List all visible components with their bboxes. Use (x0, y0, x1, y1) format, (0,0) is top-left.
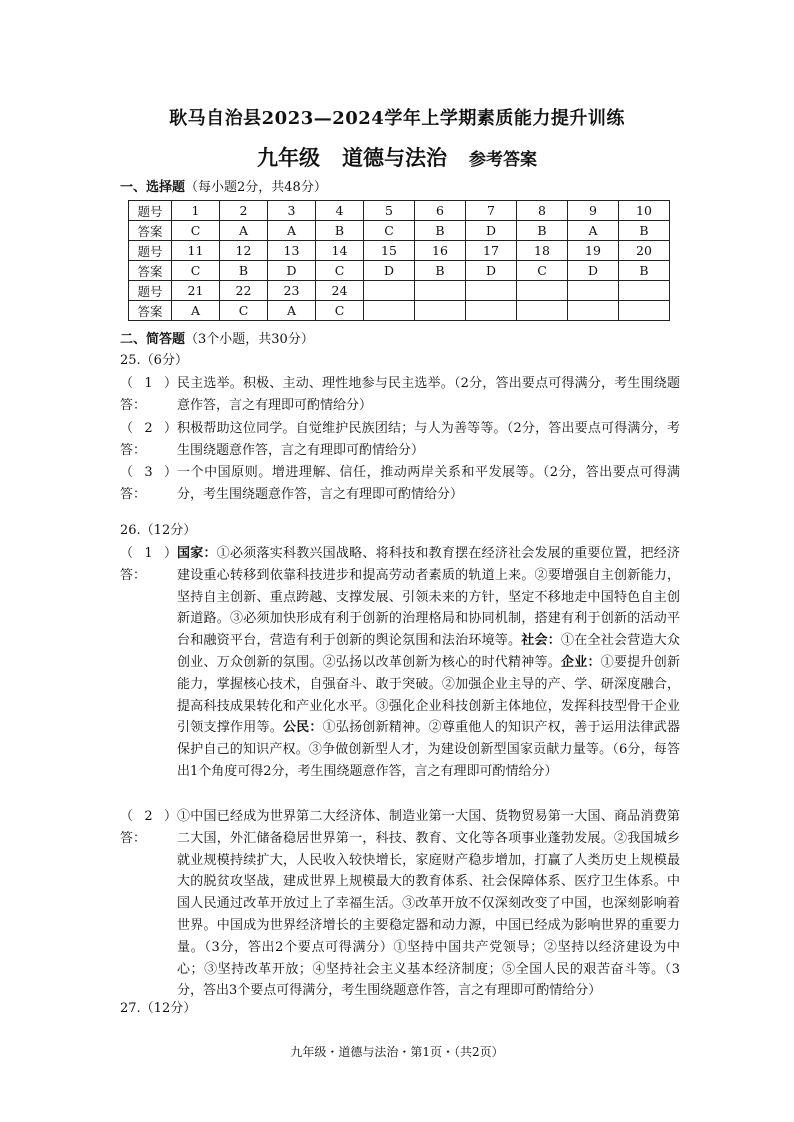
answer-table-row-num (129, 241, 670, 261)
answer-cell: B (619, 261, 670, 281)
question-number-cell: 14 (316, 241, 364, 261)
q26-part2: （2）答： ①中国已经成为世界第二大经济体、制造业第一大国、货物贸易第一大国、商品消费第二大国，外汇储备稳居世界第一，科技、教育、文化等各项事业蓬勃发展。②我国城乡就业规模持续扩大，人民收入较快增长，家庭财产稳步增加，打赢了人类历史上规模最大的脱贫攻坚战，建成世界上规模最大的教育体系、社会保障体系、医疗卫生体系。中国人民通过改革开放过上了幸福生活。③改革开放不仅深刻改变了中国，也深刻影响着世界。中国成为世界经济增长的主要稳定器和动力源，中国已经成为影响世界的重要力量。（3分，答出2个要点可得满分）①坚持中国共产党领导；②坚持以经济建设为中心；③坚持改革开放；④坚持社会主义基本经济制度；⑤全国人民的艰苦奋斗等。（3分，答出3个要点可得满分，考生围绕题意作答，言之有理即可酌情给分） (120, 809, 680, 999)
question-number-cell (568, 281, 619, 301)
question-number-cell: 11 (172, 241, 220, 261)
answer-cell: B (619, 221, 670, 241)
answer-table-row-num (129, 201, 670, 221)
question-number-cell: 24 (316, 281, 364, 301)
question-number-cell: 22 (220, 281, 268, 301)
answer-table-row-ans (129, 301, 670, 321)
question-number-cell: 9 (568, 201, 619, 221)
question-number-cell: 16 (415, 241, 466, 261)
question-number-cell: 15 (364, 241, 415, 261)
question-number-cell: 10 (619, 201, 670, 221)
q25-part3: （3）答： 一个中国原则。增进理解、信任，推动两岸关系和平发展等。（2分，答出要点可得满分，考生围绕题意作答，言之有理即可酌情给分） (120, 465, 680, 502)
grade-label: 九年级 (257, 145, 320, 170)
question-number-cell (415, 281, 466, 301)
q26-heading: 26.（12分） (120, 523, 197, 538)
section1-heading: 一、选择题（每小题2分，共48分） (120, 180, 327, 195)
answer-cell: C (364, 221, 415, 241)
answer-cell (619, 301, 670, 321)
question-number-cell: 8 (517, 201, 568, 221)
question-number-cell: 1 (172, 201, 220, 221)
q25-part2: （2）答： 积极帮助这位同学。自觉维护民族团结；与人为善等等。（2分，答出要点可得满分，考生围绕题意作答，言之有理即可酌情给分） (120, 421, 680, 458)
q26-part1-body: 国家：①必须落实科教兴国战略、将科技和教育摆在经济社会发展的重要位置，把经济建设重心转移到依靠科技进步和提高劳动者素质的轨道上来。②要增强自主创新能力，坚持自主创新、重点跨越、支撑发展、引领未来的方针，坚定不移地走中国特色自主创新道路。③必须加快形成有利于创新的治理格局和协同机制，搭建有利于创新的活动平台和融资平台，营造有利于创新的舆论氛围和法治环境等。社会：①在全社会营造大众创业、万众创新的氛围。②弘扬以改革创新为核心的时代精神等。企业：①要提升创新能力，掌握核心技术，自强奋斗、敢于突破。②加强企业主导的产、学、研深度融合，提高科技成果转化和产业化水平。③强化企业科技创新主体地位，发挥科技型骨干企业引领支撑作用等。公民：①弘扬创新精神。②尊重他人的知识产权，善于运用法律武器保护自己的知识产权。③争做创新型人才，为建设创新型国家贡献力量等。（6分，每答出1个角度可得2分，考生围绕题意作答，言之有理即可酌情给分） (177, 546, 680, 779)
answer-cell: C (172, 261, 220, 281)
answer-key-label: 参考答案 (469, 150, 537, 170)
answer-cell: B (316, 221, 364, 241)
question-number-cell (466, 281, 517, 301)
answer-cell (568, 301, 619, 321)
q26-part1: （1）答： 国家：①必须落实科教兴国战略、将科技和教育摆在经济社会发展的重要位置，把经济建设重心转移到依靠科技进步和提高劳动者素质的轨道上来。②要增强自主创新能力，坚持自主创新、重点跨越、支撑发展、引领未来的方针，坚定不移地走中国特色自主创新道路。③必须加快形成有利于创新的治理格局和协同机制，搭建有利于创新的活动平台和融资平台，营造有利于创新的舆论氛围和法治环境等。社会：①在全社会营造大众创业、万众创新的氛围。②弘扬以改革创新为核心的时代精神等。企业：①要提升创新能力，掌握核心技术，自强奋斗、敢于突破。②加强企业主导的产、学、研深度融合，提高科技成果转化和产业化水平。③强化企业科技创新主体地位，发挥科技型骨干企业引领支撑作用等。公民：①弘扬创新精神。②尊重他人的知识产权，善于运用法律武器保护自己的知识产权。③争做创新型人才，为建设创新型国家贡献力量等。（6分，每答出1个角度可得2分，考生围绕题意作答，言之有理即可酌情给分） (120, 543, 680, 783)
answer-cell: C (172, 221, 220, 241)
answer-cell: A (268, 221, 316, 241)
question-number-cell: 12 (220, 241, 268, 261)
subject-label: 道德与法治 (342, 145, 447, 170)
answer-cell: D (466, 221, 517, 241)
page-footer: 九年级・道德与法治・第1页・（共2页） (290, 1045, 504, 1059)
question-number-cell: 7 (466, 201, 517, 221)
question-number-cell: 2 (220, 201, 268, 221)
question-number-cell (364, 281, 415, 301)
answer-cell: B (220, 261, 268, 281)
question-number-cell: 4 (316, 201, 364, 221)
question-number-cell: 23 (268, 281, 316, 301)
answer-cell (415, 301, 466, 321)
answer-cell (364, 301, 415, 321)
question-number-cell: 20 (619, 241, 670, 261)
row-label: 题号 (129, 201, 172, 221)
answer-cell (466, 301, 517, 321)
answer-cell: A (172, 301, 220, 321)
section2-heading: 二、简答题（3个小题，共30分） (120, 332, 314, 347)
row-label: 答案 (129, 221, 172, 241)
answer-cell: B (415, 261, 466, 281)
document-subtitle (0, 142, 794, 172)
answer-cell: D (364, 261, 415, 281)
answer-cell: C (220, 301, 268, 321)
answer-cell: A (220, 221, 268, 241)
row-label: 答案 (129, 261, 172, 281)
question-number-cell: 13 (268, 241, 316, 261)
question-number-cell: 5 (364, 201, 415, 221)
answer-table (128, 200, 670, 321)
row-label: 题号 (129, 281, 172, 301)
answer-cell: A (268, 301, 316, 321)
answer-table-row-ans (129, 261, 670, 281)
answer-cell: B (517, 221, 568, 241)
question-number-cell (619, 281, 670, 301)
answer-cell: B (415, 221, 466, 241)
question-number-cell: 21 (172, 281, 220, 301)
answer-cell: D (268, 261, 316, 281)
q27-heading: 27.（12分） (120, 1001, 197, 1016)
question-number-cell: 19 (568, 241, 619, 261)
question-number-cell: 17 (466, 241, 517, 261)
row-label: 答案 (129, 301, 172, 321)
answer-cell: D (466, 261, 517, 281)
answer-cell: C (316, 301, 364, 321)
document-title: 耿马自治县2023—2024学年上学期素质能力提升训练 (169, 108, 625, 129)
answer-table-row-ans (129, 221, 670, 241)
question-number-cell (517, 281, 568, 301)
answer-cell: C (316, 261, 364, 281)
answer-cell (517, 301, 568, 321)
question-number-cell: 3 (268, 201, 316, 221)
answer-cell: A (568, 221, 619, 241)
q25-heading: 25.（6分） (120, 353, 188, 368)
question-number-cell: 6 (415, 201, 466, 221)
answer-cell: D (568, 261, 619, 281)
answer-table-row-num (129, 281, 670, 301)
answer-cell: C (517, 261, 568, 281)
q25-part1: （1）答： 民主选举。积极、主动、理性地参与民主选举。（2分，答出要点可得满分，考生围绕题意作答，言之有理即可酌情给分） (120, 376, 680, 413)
question-number-cell: 18 (517, 241, 568, 261)
row-label: 题号 (129, 241, 172, 261)
